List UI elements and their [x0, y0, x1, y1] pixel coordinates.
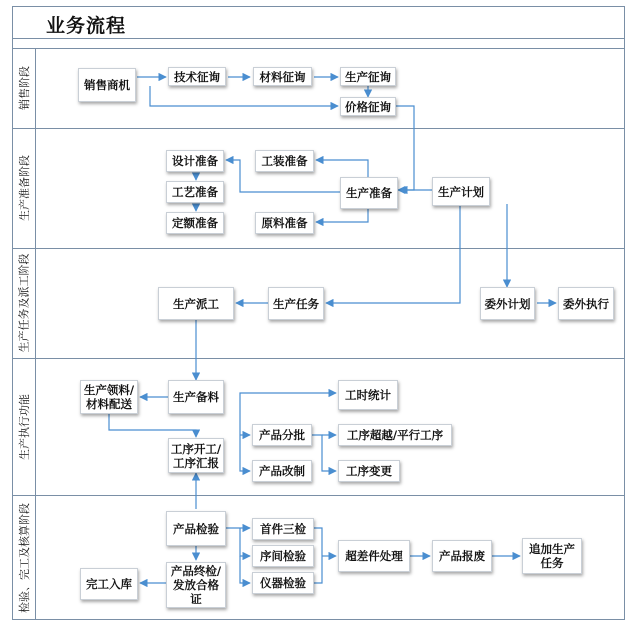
- node-outsource-plan: 委外计划: [480, 287, 535, 320]
- node-completion-storage: 完工入库: [80, 568, 138, 600]
- node-outsource-exec: 委外执行: [558, 287, 614, 320]
- edge-price-to-prep: [396, 106, 414, 190]
- lane-label-dispatch: 生产任务及派工阶段: [17, 253, 31, 353]
- edge-pick-to-start: [109, 414, 196, 437]
- node-final-inspection: 产品终检/ 发放合格 证: [166, 562, 226, 608]
- node-process-start: 工序开工/ 工序汇报: [168, 438, 224, 473]
- diagram-title: 业务流程: [46, 15, 127, 37]
- node-material-inquiry: 材料征询: [253, 67, 312, 86]
- node-process-skip: 工序超越/平行工序: [338, 424, 452, 446]
- edge-inspection-to-instrument: [240, 556, 250, 583]
- edge-prep-to-tooling: [316, 160, 368, 177]
- node-raw-material-prep: 原料准备: [255, 212, 314, 234]
- node-process-prep: 工艺准备: [166, 181, 224, 203]
- node-product-inspection: 产品检验: [166, 511, 226, 546]
- node-production-inquiry: 生产征询: [340, 67, 396, 86]
- edge-batch-to-change: [312, 435, 336, 471]
- node-inter-process-check: 序间检验: [252, 545, 314, 567]
- node-quota-prep: 定额准备: [166, 212, 224, 234]
- node-product-scrap: 产品报废: [432, 540, 492, 572]
- node-process-change: 工序变更: [338, 460, 400, 482]
- node-product-rework: 产品改制: [252, 460, 312, 482]
- node-instrument-check: 仪器检验: [252, 572, 314, 594]
- lane-label-finish: 检验、完工及核算阶段: [17, 502, 31, 613]
- node-production-task: 生产任务: [268, 287, 324, 320]
- lane-label-prep: 生产准备阶段: [17, 155, 31, 221]
- node-price-inquiry: 价格征询: [340, 97, 396, 116]
- node-sales-opportunity: 销售商机: [78, 68, 136, 102]
- node-first-piece-check: 首件三检: [252, 518, 314, 540]
- node-material-pick: 生产领料/ 材料配送: [80, 380, 138, 414]
- lane-label-exec: 生产执行功能: [17, 393, 31, 460]
- node-batch-split: 产品分批: [252, 424, 312, 446]
- node-production-stock: 生产备料: [168, 380, 224, 414]
- lane-label-sales: 销售阶段: [17, 66, 31, 110]
- node-production-prep: 生产准备: [340, 177, 398, 209]
- edge-start-to-rework: [240, 452, 250, 471]
- edge-plan-to-task: [326, 204, 460, 303]
- node-production-plan: 生产计划: [432, 177, 490, 206]
- node-work-hour-stats: 工时统计: [338, 380, 398, 410]
- node-tooling-prep: 工装准备: [255, 150, 314, 172]
- node-tolerance-handling: 超差件处理: [338, 540, 410, 572]
- node-tech-inquiry: 技术征询: [168, 67, 226, 86]
- node-production-dispatch: 生产派工: [158, 287, 234, 320]
- edge-inspection-to-interproc: [240, 528, 250, 556]
- node-add-task: 追加生产 任务: [522, 538, 582, 574]
- edge-sales-to-price: [150, 86, 338, 106]
- node-design-prep: 设计准备: [166, 150, 224, 172]
- edge-checks-merge: [314, 528, 322, 583]
